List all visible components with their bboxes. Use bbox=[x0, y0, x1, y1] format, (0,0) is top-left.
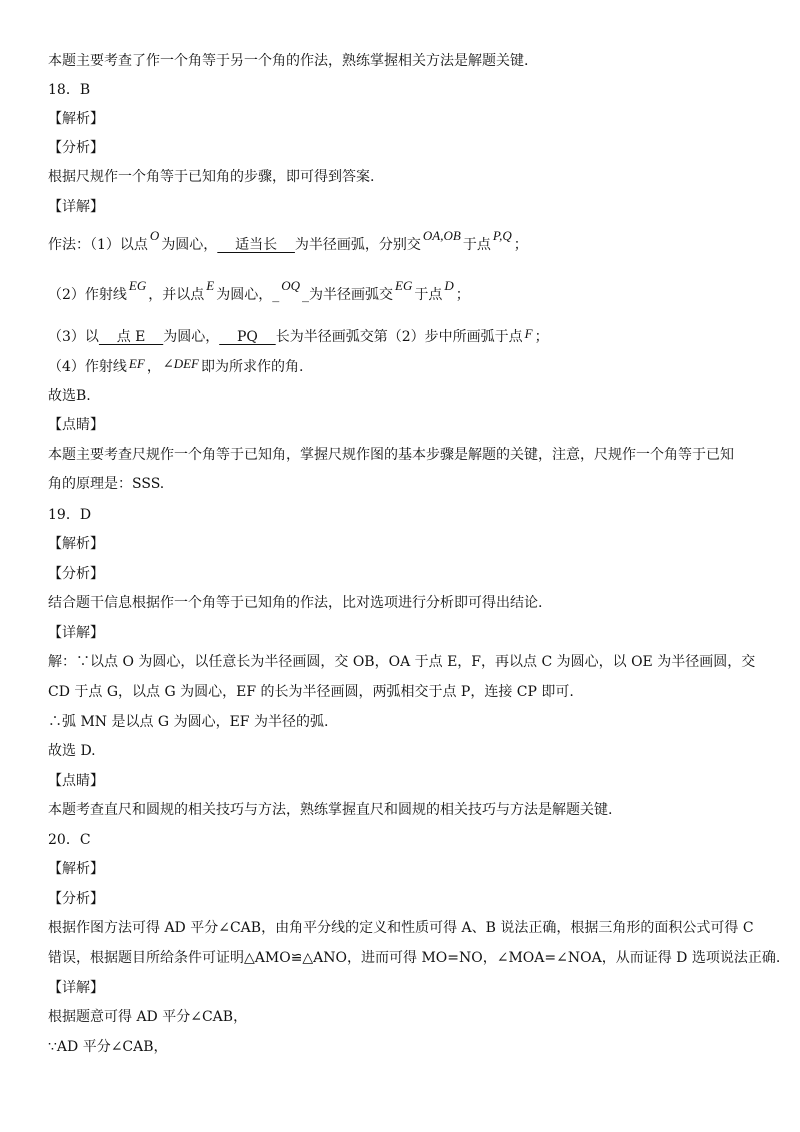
section-heading: 【点睛】 bbox=[48, 417, 104, 433]
text-span: 于点 bbox=[414, 287, 443, 303]
math-symbol: P,Q bbox=[492, 228, 512, 243]
text-line: CD 于点 G，以点 G 为圆心，EF 的长为半径画圆，两弧相交于点 P，连接 CP 即可. bbox=[48, 684, 574, 700]
math-symbol: D bbox=[444, 278, 454, 293]
answer-choice: 故选 D. bbox=[48, 743, 96, 759]
text-line: 根据尺规作一个角等于已知角的步骤，即可得到答案. bbox=[48, 169, 375, 185]
text-line: 根据作图方法可得 AD 平分∠CAB，由角平分线的定义和性质可得 A、B 说法正确，根据三角形的面积公式可得 C bbox=[48, 920, 754, 936]
step-line bbox=[48, 358, 303, 376]
question-number: 18．B bbox=[48, 82, 91, 98]
text-span: ； bbox=[513, 237, 528, 253]
text-line: 本题考查直尺和圆规的相关技巧与方法，熟练掌握直尺和圆规的相关技巧与方法是解题关键. bbox=[48, 802, 613, 818]
math-symbol: F bbox=[524, 326, 533, 341]
section-heading: 【详解】 bbox=[48, 625, 104, 641]
fill-blank: 适当长 bbox=[217, 237, 295, 253]
text-span: 为圆心， bbox=[161, 237, 218, 253]
fill-blank: 点 E bbox=[98, 329, 164, 345]
math-symbol: E bbox=[206, 278, 215, 293]
text-span: ，并以点 bbox=[148, 287, 205, 303]
section-heading: 【详解】 bbox=[48, 199, 104, 215]
text-span: 为圆心， bbox=[216, 287, 273, 303]
math-symbol: EG bbox=[128, 278, 147, 293]
text-span: 作法：（1）以点 bbox=[48, 237, 148, 253]
text-span: （3）以 bbox=[48, 329, 99, 345]
section-heading: 【点睛】 bbox=[48, 773, 104, 789]
text-line: ∴弧 MN 是以点 G 为圆心，EF 为半径的弧. bbox=[48, 714, 329, 730]
text-span: （2）作射线 bbox=[48, 287, 127, 303]
section-heading: 【解析】 bbox=[48, 536, 104, 552]
math-symbol: OQ bbox=[281, 278, 300, 293]
math-symbol: OA,OB bbox=[422, 228, 461, 243]
text-line: 角的原理是：SSS. bbox=[48, 476, 165, 492]
text-span: 为圆心， bbox=[163, 329, 220, 345]
text-span: 于点 bbox=[462, 237, 491, 253]
section-heading: 【解析】 bbox=[48, 861, 104, 877]
math-symbol: EG bbox=[395, 278, 413, 293]
text-span: ， bbox=[146, 359, 161, 375]
text-line: ∵AD 平分∠CAB， bbox=[48, 1039, 168, 1055]
text-line: 本题主要考查尺规作一个角等于已知角，掌握尺规作图的基本步骤是解题的关键，注意，尺规作一个角等于已知 bbox=[48, 447, 734, 463]
fill-blank: _ bbox=[272, 287, 280, 303]
question-number: 19．D bbox=[48, 507, 92, 523]
section-heading: 【分析】 bbox=[48, 891, 104, 907]
text-span: _为半径画弧交 bbox=[302, 287, 393, 303]
math-symbol: EF bbox=[128, 356, 145, 371]
text-span: 为半径画弧，分别交 bbox=[294, 237, 421, 253]
answer-choice: 故选B. bbox=[48, 388, 91, 404]
question-number: 20．C bbox=[48, 832, 91, 848]
text-span: 即为所求作的角. bbox=[200, 359, 304, 375]
text-line: 解：∵以点 O 为圆心，以任意长为半径画圆，交 OB，OA 于点 E，F，再以点 C 为圆心，以 OE 为半径画圆，交 bbox=[48, 654, 756, 670]
text-line: 根据题意可得 AD 平分∠CAB， bbox=[48, 1009, 248, 1025]
section-heading: 【解析】 bbox=[48, 111, 104, 127]
text-line: 结合题干信息根据作一个角等于已知角的作法，比对选项进行分析即可得出结论. bbox=[48, 595, 543, 611]
text-span: 长为半径画弧交第（2）步中所画弧于点 bbox=[275, 329, 523, 345]
section-heading: 【详解】 bbox=[48, 980, 104, 996]
step-line bbox=[48, 228, 528, 254]
text-span: ； bbox=[455, 287, 470, 303]
math-symbol: ∠DEF bbox=[162, 356, 199, 371]
text-span: （4）作射线 bbox=[48, 359, 127, 375]
text-span: ； bbox=[534, 329, 549, 345]
fill-blank: PQ bbox=[219, 329, 276, 345]
text-line: 本题主要考查了作一个角等于另一个角的作法，熟练掌握相关方法是解题关键. bbox=[48, 53, 529, 69]
step-line bbox=[48, 278, 470, 304]
section-heading: 【分析】 bbox=[48, 140, 104, 156]
text-line: 错误，根据题目所给条件可证明△AMO≌△ANO，进而可得 MO=NO，∠MOA=∠NOA，从而证得 D 选项说法正确. bbox=[48, 950, 781, 966]
math-symbol: O bbox=[149, 228, 160, 243]
step-line bbox=[48, 328, 549, 346]
section-heading: 【分析】 bbox=[48, 566, 104, 582]
